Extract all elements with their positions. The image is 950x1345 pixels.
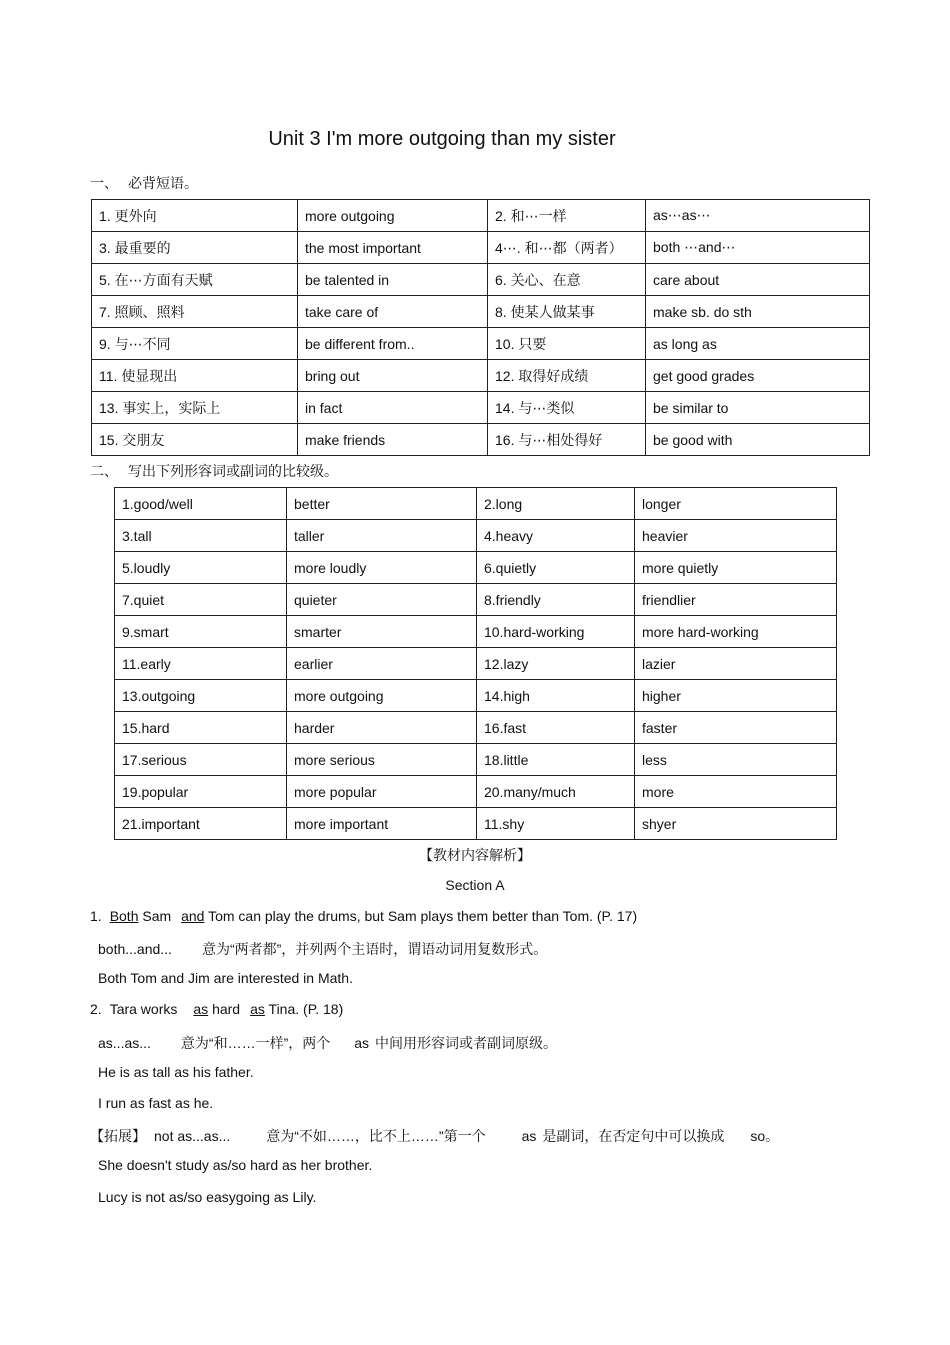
comparative-row — [115, 552, 837, 584]
item-1-expl-text: 意为“两者都”，并列两个主语时，谓语动词用复数形式。 — [201, 941, 548, 957]
section-1-label: 必背短语。 — [128, 176, 198, 192]
comparative-row-cell: more outgoing — [287, 680, 477, 712]
comparative-row-cell: 17.serious — [115, 744, 287, 776]
phrase-row-cell: make friends — [298, 424, 488, 456]
section-2-number: 二、 — [90, 464, 118, 480]
item-2-sentence — [90, 1001, 343, 1017]
comparative-row-cell: longer — [635, 488, 837, 520]
extension-label: 【拓展】 — [90, 1128, 146, 1144]
item-1-explanation — [98, 939, 547, 959]
phrase-row-cell: 6. 关心、在意 — [488, 264, 646, 296]
phrase-row-cell: 13. 事实上，实际上 — [92, 392, 298, 424]
comparative-row-cell: 8.friendly — [477, 584, 635, 616]
phrase-row-cell: 1. 更外向 — [92, 200, 298, 232]
phrase-row-cell: make sb. do sth — [646, 296, 870, 328]
phrase-row-cell: the most important — [298, 232, 488, 264]
phrase-row-cell: as⋯as⋯ — [646, 200, 870, 232]
phrase-row — [92, 232, 870, 264]
phrase-row-cell: 4⋯. 和⋯都（两者） — [488, 232, 646, 264]
comparative-row-cell: 13.outgoing — [115, 680, 287, 712]
comparative-row-cell: less — [635, 744, 837, 776]
comparative-row-cell: shyer — [635, 808, 837, 840]
comparative-row-cell: 16.fast — [477, 712, 635, 744]
item-2-expl-key: as...as... — [98, 1035, 151, 1051]
comparative-row-cell: heavier — [635, 520, 837, 552]
comparative-row-cell: more loudly — [287, 552, 477, 584]
comparative-row-cell: better — [287, 488, 477, 520]
comparative-row-cell: taller — [287, 520, 477, 552]
phrase-row-cell: 11. 使显现出 — [92, 360, 298, 392]
phrase-row-cell: 8. 使某人做某事 — [488, 296, 646, 328]
section-2-heading — [90, 461, 338, 481]
comparative-row-cell: 7.quiet — [115, 584, 287, 616]
comparative-row — [115, 712, 837, 744]
phrase-row-cell: care about — [646, 264, 870, 296]
comparative-row-cell: more popular — [287, 776, 477, 808]
item-1-expl-key: both...and... — [98, 941, 172, 957]
comparative-row-cell: more hard-working — [635, 616, 837, 648]
phrase-row-cell: be similar to — [646, 392, 870, 424]
item-2-expl-text-2: 中间用形容词或者副词原级。 — [375, 1035, 558, 1051]
phrase-row — [92, 200, 870, 232]
comparative-row-cell: 6.quietly — [477, 552, 635, 584]
comparative-row-cell: 20.many/much — [477, 776, 635, 808]
item-2-explanation — [98, 1033, 557, 1053]
phrase-row-cell: 12. 取得好成绩 — [488, 360, 646, 392]
item-1-rest: Tom can play the drums, but Sam plays them better than Tom. (P. 17) — [208, 908, 638, 924]
item-1-number: 1. — [90, 908, 102, 924]
comparative-row-cell: smarter — [287, 616, 477, 648]
comparative-row — [115, 744, 837, 776]
comparative-row-cell: 2.long — [477, 488, 635, 520]
item-2-example-4: Lucy is not as/so easygoing as Lily. — [98, 1189, 317, 1205]
page-title: Unit 3 I'm more outgoing than my sister — [268, 128, 616, 150]
comparative-row-cell: 3.tall — [115, 520, 287, 552]
phrase-row-cell: 15. 交朋友 — [92, 424, 298, 456]
extension-note — [90, 1126, 779, 1146]
item-2-expl-text-1: 意为“和……一样”，两个 — [180, 1035, 331, 1051]
comparative-row-cell: harder — [287, 712, 477, 744]
extension-text-1: 意为“不如……，比不上……”第一个 — [266, 1128, 486, 1144]
comparative-row-cell: 11.shy — [477, 808, 635, 840]
phrase-row — [92, 264, 870, 296]
comparative-row-cell: quieter — [287, 584, 477, 616]
item-1-blank-both: Both — [109, 908, 139, 924]
extension-as: as — [521, 1128, 537, 1144]
section-1-heading — [90, 173, 198, 193]
comparative-row — [115, 520, 837, 552]
comparative-row-cell: 4.heavy — [477, 520, 635, 552]
comparative-row-cell: more important — [287, 808, 477, 840]
extension-key: not as...as... — [154, 1128, 231, 1144]
phrase-row-cell: 2. 和⋯一样 — [488, 200, 646, 232]
comparative-row-cell: 12.lazy — [477, 648, 635, 680]
item-2-expl-as: as — [354, 1035, 370, 1051]
comparative-row — [115, 776, 837, 808]
phrase-row-cell: 10. 只要 — [488, 328, 646, 360]
item-2-blank-as-1: as — [193, 1001, 209, 1017]
phrase-row-cell: take care of — [298, 296, 488, 328]
phrase-row — [92, 424, 870, 456]
section-2-label: 写出下列形容词或副词的比较级。 — [128, 464, 338, 480]
comparative-row-cell: more quietly — [635, 552, 837, 584]
phrase-row-cell: be good with — [646, 424, 870, 456]
item-2-example-1: He is as tall as his father. — [98, 1064, 254, 1080]
phrase-row — [92, 328, 870, 360]
comparatives-table — [114, 487, 837, 840]
comparative-row-cell: 11.early — [115, 648, 287, 680]
phrase-row-cell: bring out — [298, 360, 488, 392]
item-1-sentence — [90, 908, 637, 924]
comparative-row-cell: 14.high — [477, 680, 635, 712]
phrase-row-cell: 3. 最重要的 — [92, 232, 298, 264]
comparative-row-cell: 10.hard-working — [477, 616, 635, 648]
comparative-row-cell: friendlier — [635, 584, 837, 616]
phrase-row — [92, 360, 870, 392]
comparative-row-cell: 1.good/well — [115, 488, 287, 520]
comparative-row-cell: faster — [635, 712, 837, 744]
item-2-example-2: I run as fast as he. — [98, 1095, 214, 1111]
comparative-row-cell: higher — [635, 680, 837, 712]
item-1-example: Both Tom and Jim are interested in Math. — [98, 970, 353, 986]
phrase-row-cell: 7. 照顾、照料 — [92, 296, 298, 328]
comparative-row-cell: more — [635, 776, 837, 808]
comparative-row — [115, 808, 837, 840]
comparative-row-cell: 19.popular — [115, 776, 287, 808]
extension-so: so。 — [750, 1128, 780, 1144]
phrases-table — [91, 199, 870, 456]
phrase-row — [92, 392, 870, 424]
phrase-row — [92, 296, 870, 328]
phrase-row-cell: be talented in — [298, 264, 488, 296]
comparative-row-cell: 9.smart — [115, 616, 287, 648]
extension-text-2: 是副词，在否定句中可以换成 — [542, 1128, 725, 1144]
comparative-row — [115, 584, 837, 616]
phrase-row-cell: 16. 与⋯相处得好 — [488, 424, 646, 456]
phrase-row-cell: as long as — [646, 328, 870, 360]
analysis-heading: 【教材内容解析】 — [419, 848, 531, 864]
comparative-row-cell: earlier — [287, 648, 477, 680]
comparative-row-cell: more serious — [287, 744, 477, 776]
phrase-row-cell: 5. 在⋯方面有天赋 — [92, 264, 298, 296]
comparative-row-cell: 5.loudly — [115, 552, 287, 584]
phrase-row-cell: get good grades — [646, 360, 870, 392]
item-2-words-1: Tara works — [109, 1001, 178, 1017]
item-2-rest: Tina. (P. 18) — [268, 1001, 344, 1017]
comparative-row — [115, 616, 837, 648]
phrase-row-cell: be different from.. — [298, 328, 488, 360]
comparative-row-cell: 21.important — [115, 808, 287, 840]
phrase-row-cell: more outgoing — [298, 200, 488, 232]
comparative-row — [115, 648, 837, 680]
item-2-example-3: She doesn't study as/so hard as her brother. — [98, 1157, 373, 1173]
phrase-row-cell: in fact — [298, 392, 488, 424]
section-1-number: 一、 — [90, 176, 118, 192]
phrase-row-cell: 14. 与⋯类似 — [488, 392, 646, 424]
comparative-row — [115, 488, 837, 520]
section-a-heading: Section A — [445, 877, 505, 893]
phrase-row-cell: 9. 与⋯不同 — [92, 328, 298, 360]
comparative-row — [115, 680, 837, 712]
item-1-word-sam: Sam — [142, 908, 172, 924]
item-2-number: 2. — [90, 1001, 102, 1017]
item-1-blank-and: and — [181, 908, 205, 924]
item-2-blank-as-2: as — [250, 1001, 265, 1017]
phrase-row-cell: both ⋯and⋯ — [646, 232, 870, 264]
item-2-word-hard: hard — [212, 1001, 241, 1017]
comparative-row-cell: lazier — [635, 648, 837, 680]
comparative-row-cell: 15.hard — [115, 712, 287, 744]
comparative-row-cell: 18.little — [477, 744, 635, 776]
